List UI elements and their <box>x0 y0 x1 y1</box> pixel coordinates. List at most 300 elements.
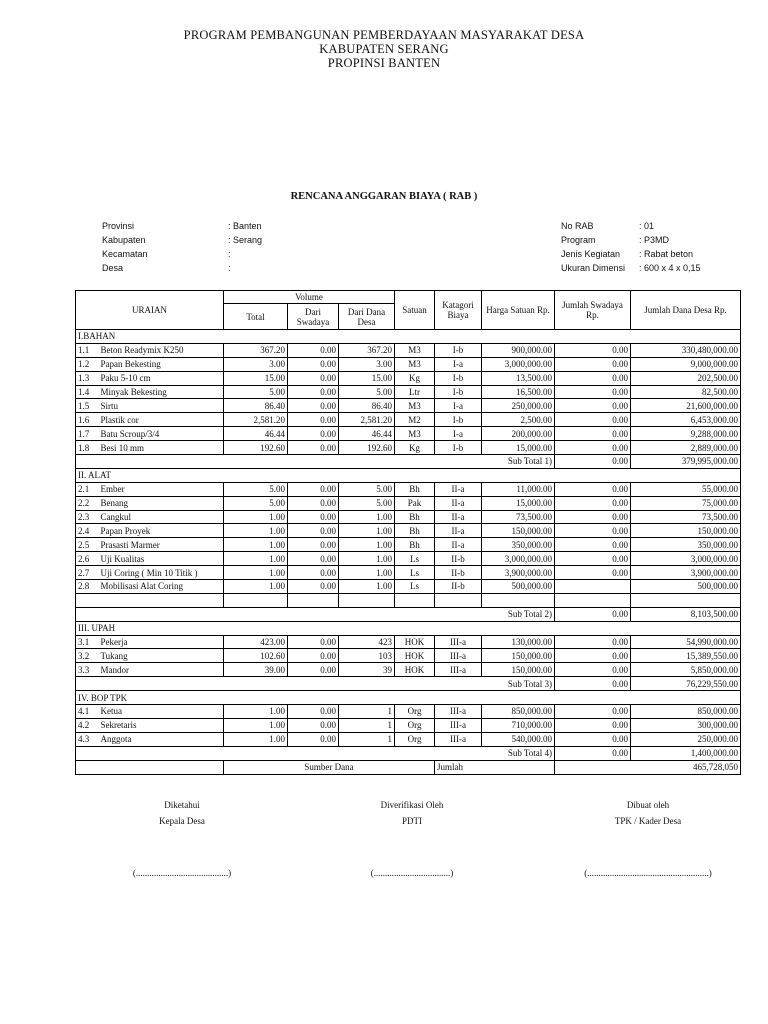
row-swadaya: 0.00 <box>288 371 339 385</box>
table-row <box>76 371 741 385</box>
row-harga: 13,500.00 <box>482 371 555 385</box>
row-total: 15.00 <box>224 371 288 385</box>
row-swadaya: 0.00 <box>288 705 339 719</box>
row-no: 2.1 <box>76 482 99 496</box>
row-swadaya: 0.00 <box>288 482 339 496</box>
row-kategori: II-a <box>435 482 482 496</box>
subtotal-row <box>76 455 741 469</box>
subtotal-dana: 8,103,500.00 <box>631 607 741 621</box>
row-no: 2.5 <box>76 538 99 552</box>
row-jumlah-swadaya: 0.00 <box>555 385 631 399</box>
row-jumlah-dana: 73,500.00 <box>631 510 741 524</box>
row-dana-desa: 1.00 <box>339 524 395 538</box>
document-title: RENCANA ANGGARAN BIAYA ( RAB ) <box>290 191 478 202</box>
row-jumlah-dana: 54,990,000.00 <box>631 635 741 649</box>
header-jumlah-swadaya: Jumlah Swadaya Rp. <box>555 291 631 330</box>
table-row <box>76 413 741 427</box>
row-total: 5.00 <box>224 482 288 496</box>
row-jumlah-swadaya: 0.00 <box>555 705 631 719</box>
footer-sumber-dana: Sumber Dana <box>224 760 435 774</box>
info-label: Program <box>561 235 596 245</box>
signature-title: Kepala Desa <box>159 816 205 826</box>
row-satuan: Bh <box>395 538 435 552</box>
row-harga: 350,000.00 <box>482 538 555 552</box>
row-jumlah-dana: 350,000.00 <box>631 538 741 552</box>
row-satuan: Bh <box>395 524 435 538</box>
row-uraian: Ketua <box>99 705 224 719</box>
subtotal-label: Sub Total 3) <box>482 677 555 691</box>
row-swadaya: 0.00 <box>288 385 339 399</box>
signature-verifikasi <box>312 797 512 829</box>
signature-role: Diverifikasi Oleh <box>380 800 444 810</box>
row-jumlah-dana: 9,288,000.00 <box>631 427 741 441</box>
row-kategori: III-a <box>435 705 482 719</box>
table-row <box>76 718 741 732</box>
row-satuan: HOK <box>395 635 435 649</box>
row-jumlah-swadaya: 0.00 <box>555 427 631 441</box>
row-jumlah-swadaya: 0.00 <box>555 357 631 371</box>
row-satuan: Ls <box>395 566 435 580</box>
row-dana-desa: 46.44 <box>339 427 395 441</box>
row-swadaya: 0.00 <box>288 343 339 357</box>
info-label: Ukuran Dimensi <box>561 263 626 273</box>
row-no: 2.8 <box>76 580 99 594</box>
row-no: 4.3 <box>76 732 99 746</box>
row-swadaya: 0.00 <box>288 635 339 649</box>
table-row <box>76 510 741 524</box>
signature-title: PDTI <box>402 816 422 826</box>
row-harga: 500,000.00 <box>482 580 555 594</box>
row-satuan: M3 <box>395 399 435 413</box>
row-total: 1.00 <box>224 732 288 746</box>
row-jumlah-dana: 300,000.00 <box>631 718 741 732</box>
row-satuan: M3 <box>395 343 435 357</box>
rab-table <box>75 290 741 775</box>
row-jumlah-dana: 3,000,000.00 <box>631 552 741 566</box>
row-uraian: Batu Scroup/3/4 <box>99 427 224 441</box>
row-jumlah-swadaya: 0.00 <box>555 441 631 455</box>
row-swadaya: 0.00 <box>288 580 339 594</box>
signature-role: Diketahui <box>164 800 200 810</box>
row-satuan: M3 <box>395 357 435 371</box>
table-row <box>76 580 741 594</box>
header-volume: Volume <box>224 291 395 304</box>
row-harga: 900,000.00 <box>482 343 555 357</box>
info-value: : 01 <box>639 221 655 231</box>
row-kategori: III-a <box>435 649 482 663</box>
signature-title: TPK / Kader Desa <box>614 816 682 826</box>
row-jumlah-swadaya: 0.00 <box>555 343 631 357</box>
row-satuan: Org <box>395 718 435 732</box>
row-jumlah-dana: 15,389,550.00 <box>631 649 741 663</box>
row-jumlah-dana: 75,000.00 <box>631 496 741 510</box>
row-jumlah-swadaya: 0.00 <box>555 524 631 538</box>
row-dana-desa: 3.00 <box>339 357 395 371</box>
row-uraian: Sekretaris <box>99 718 224 732</box>
row-kategori: I-b <box>435 441 482 455</box>
subtotal-blank <box>76 607 482 621</box>
subtotal-label: Sub Total 1) <box>482 455 555 469</box>
row-no: 1.2 <box>76 357 99 371</box>
row-satuan: Kg <box>395 371 435 385</box>
row-jumlah-swadaya: 0.00 <box>555 399 631 413</box>
subtotal-label: Sub Total 2) <box>482 607 555 621</box>
row-satuan: M2 <box>395 413 435 427</box>
section-title: II. ALAT <box>76 468 741 482</box>
row-harga: 540,000.00 <box>482 732 555 746</box>
table-row <box>76 732 741 746</box>
header-kategori: Katagori Biaya <box>435 291 482 330</box>
signature-diketahui <box>82 797 282 829</box>
row-uraian: Mobilisasi Alat Coring <box>99 580 224 594</box>
row-jumlah-swadaya: 0.00 <box>555 718 631 732</box>
row-no: 1.4 <box>76 385 99 399</box>
row-kategori: I-b <box>435 385 482 399</box>
row-total: 102.60 <box>224 649 288 663</box>
table-row <box>76 441 741 455</box>
row-total: 367.20 <box>224 343 288 357</box>
row-kategori: I-b <box>435 413 482 427</box>
row-no: 2.6 <box>76 552 99 566</box>
row-swadaya: 0.00 <box>288 649 339 663</box>
row-harga: 16,500.00 <box>482 385 555 399</box>
row-kategori: I-b <box>435 371 482 385</box>
header-line-3: PROPINSI BANTEN <box>327 56 441 70</box>
row-jumlah-swadaya: 0.00 <box>555 566 631 580</box>
subtotal-swadaya: 0.00 <box>555 677 631 691</box>
row-jumlah-swadaya: 0.00 <box>555 663 631 677</box>
subtotal-blank <box>76 455 482 469</box>
row-total: 1.00 <box>224 718 288 732</box>
row-jumlah-dana: 2,889,000.00 <box>631 441 741 455</box>
footer-total: 465,728,050 <box>555 760 741 774</box>
table-row <box>76 566 741 580</box>
row-satuan: Kg <box>395 441 435 455</box>
row-kategori: I-b <box>435 343 482 357</box>
row-jumlah-dana: 3,900,000.00 <box>631 566 741 580</box>
header-dari-swadaya: Dari Swadaya <box>288 304 339 330</box>
row-no: 1.7 <box>76 427 99 441</box>
row-uraian: Pekerja <box>99 635 224 649</box>
row-total: 86.40 <box>224 399 288 413</box>
row-swadaya: 0.00 <box>288 510 339 524</box>
row-swadaya: 0.00 <box>288 413 339 427</box>
info-value: : Rabat beton <box>639 249 694 259</box>
signature-role: Dibuat oleh <box>626 800 670 810</box>
blank-cell <box>99 593 224 607</box>
row-kategori: III-a <box>435 718 482 732</box>
info-label: No RAB <box>561 221 594 231</box>
row-uraian: Minyak Bekesting <box>99 385 224 399</box>
footer-blank <box>76 760 224 774</box>
row-total: 423.00 <box>224 635 288 649</box>
row-uraian: Uji Kualitas <box>99 552 224 566</box>
row-harga: 150,000.00 <box>482 663 555 677</box>
section-title: III. UPAH <box>76 621 741 635</box>
row-no: 2.4 <box>76 524 99 538</box>
blank-cell <box>631 593 741 607</box>
row-harga: 710,000.00 <box>482 718 555 732</box>
header-dari-dana-desa: Dari Dana Desa <box>339 304 395 330</box>
row-total: 39.00 <box>224 663 288 677</box>
row-total: 2,581.20 <box>224 413 288 427</box>
row-harga: 850,000.00 <box>482 705 555 719</box>
row-jumlah-swadaya: 0.00 <box>555 538 631 552</box>
row-satuan: HOK <box>395 649 435 663</box>
info-value: : P3MD <box>639 235 670 245</box>
table-row <box>76 496 741 510</box>
row-jumlah-dana: 330,480,000.00 <box>631 343 741 357</box>
section-header <box>76 330 741 344</box>
subtotal-swadaya: 0.00 <box>555 607 631 621</box>
row-harga: 3,900,000.00 <box>482 566 555 580</box>
row-uraian: Anggota <box>99 732 224 746</box>
row-jumlah-dana: 850,000.00 <box>631 705 741 719</box>
signature-dibuat <box>548 797 748 829</box>
row-kategori: II-b <box>435 566 482 580</box>
row-swadaya: 0.00 <box>288 732 339 746</box>
row-dana-desa: 367.20 <box>339 343 395 357</box>
row-jumlah-dana: 9,000,000.00 <box>631 357 741 371</box>
row-dana-desa: 2,581.20 <box>339 413 395 427</box>
header-satuan: Satuan <box>395 291 435 330</box>
row-uraian: Paku 5-10 cm <box>99 371 224 385</box>
row-swadaya: 0.00 <box>288 524 339 538</box>
row-harga: 11,000.00 <box>482 482 555 496</box>
row-no: 1.6 <box>76 413 99 427</box>
table-row <box>76 427 741 441</box>
info-value: : <box>228 263 231 273</box>
row-no: 2.2 <box>76 496 99 510</box>
row-jumlah-swadaya: 0.00 <box>555 413 631 427</box>
info-value: : Banten <box>228 221 262 231</box>
row-dana-desa: 423 <box>339 635 395 649</box>
row-jumlah-swadaya: 0.00 <box>555 496 631 510</box>
row-total: 1.00 <box>224 538 288 552</box>
table-row <box>76 538 741 552</box>
row-uraian: Benang <box>99 496 224 510</box>
row-jumlah-dana: 250,000.00 <box>631 732 741 746</box>
row-total: 1.00 <box>224 705 288 719</box>
section-title: I.BAHAN <box>76 330 741 344</box>
row-uraian: Besi 10 mm <box>99 441 224 455</box>
row-kategori: II-b <box>435 552 482 566</box>
row-swadaya: 0.00 <box>288 399 339 413</box>
row-dana-desa: 1.00 <box>339 580 395 594</box>
subtotal-dana: 76,229,550.00 <box>631 677 741 691</box>
header-total: Total <box>224 304 288 330</box>
row-dana-desa: 1.00 <box>339 510 395 524</box>
row-satuan: Ls <box>395 552 435 566</box>
row-kategori: I-a <box>435 399 482 413</box>
row-total: 5.00 <box>224 385 288 399</box>
info-value: : 600 x 4 x 0,15 <box>639 263 701 273</box>
row-harga: 130,000.00 <box>482 635 555 649</box>
row-jumlah-swadaya <box>555 580 631 594</box>
row-swadaya: 0.00 <box>288 496 339 510</box>
row-swadaya: 0.00 <box>288 566 339 580</box>
row-jumlah-dana: 500,000.00 <box>631 580 741 594</box>
row-kategori: I-a <box>435 427 482 441</box>
row-kategori: II-a <box>435 524 482 538</box>
blank-cell <box>224 593 288 607</box>
row-harga: 2,500.00 <box>482 413 555 427</box>
row-harga: 73,500.00 <box>482 510 555 524</box>
row-harga: 3,000,000.00 <box>482 357 555 371</box>
row-harga: 150,000.00 <box>482 524 555 538</box>
row-total: 5.00 <box>224 496 288 510</box>
row-satuan: Ltr <box>395 385 435 399</box>
row-kategori: III-a <box>435 663 482 677</box>
section-header <box>76 468 741 482</box>
row-swadaya: 0.00 <box>288 357 339 371</box>
row-dana-desa: 39 <box>339 663 395 677</box>
subtotal-row <box>76 746 741 760</box>
subtotal-dana: 1,400,000.00 <box>631 746 741 760</box>
row-jumlah-dana: 202,500.00 <box>631 371 741 385</box>
row-harga: 15,000.00 <box>482 496 555 510</box>
row-swadaya: 0.00 <box>288 552 339 566</box>
subtotal-row <box>76 677 741 691</box>
row-harga: 15,000.00 <box>482 441 555 455</box>
row-uraian: Beton Readymix K250 <box>99 343 224 357</box>
signature-blank-3: (......................................................) <box>584 868 712 878</box>
row-uraian: Ember <box>99 482 224 496</box>
table-row <box>76 663 741 677</box>
row-total: 1.00 <box>224 580 288 594</box>
row-satuan: Bh <box>395 482 435 496</box>
subtotal-blank <box>76 677 482 691</box>
blank-cell <box>288 593 339 607</box>
row-uraian: Tukang <box>99 649 224 663</box>
row-total: 3.00 <box>224 357 288 371</box>
row-jumlah-swadaya: 0.00 <box>555 482 631 496</box>
blank-row <box>76 593 741 607</box>
row-total: 1.00 <box>224 566 288 580</box>
signature-blank-2: (..................................) <box>370 868 454 878</box>
row-no: 1.1 <box>76 343 99 357</box>
row-uraian: Plastik cor <box>99 413 224 427</box>
row-dana-desa: 1 <box>339 705 395 719</box>
row-harga: 3,000,000.00 <box>482 552 555 566</box>
row-dana-desa: 86.40 <box>339 399 395 413</box>
row-jumlah-swadaya: 0.00 <box>555 635 631 649</box>
info-value: : Serang <box>228 235 263 245</box>
row-kategori: III-a <box>435 732 482 746</box>
blank-cell <box>76 593 99 607</box>
info-label: Provinsi <box>102 221 135 231</box>
row-dana-desa: 5.00 <box>339 482 395 496</box>
row-jumlah-dana: 150,000.00 <box>631 524 741 538</box>
row-no: 2.3 <box>76 510 99 524</box>
row-no: 3.3 <box>76 663 99 677</box>
row-satuan: Ls <box>395 580 435 594</box>
row-uraian: Papan Proyek <box>99 524 224 538</box>
header-harga: Harga Satuan Rp. <box>482 291 555 330</box>
section-header <box>76 691 741 705</box>
row-no: 1.5 <box>76 399 99 413</box>
header-line-1: PROGRAM PEMBANGUNAN PEMBERDAYAAN MASYARAKAT DESA <box>183 28 585 42</box>
table-row <box>76 399 741 413</box>
row-swadaya: 0.00 <box>288 718 339 732</box>
subtotal-row <box>76 607 741 621</box>
info-label: Kecamatan <box>102 249 148 259</box>
row-jumlah-swadaya: 0.00 <box>555 510 631 524</box>
row-dana-desa: 1 <box>339 718 395 732</box>
row-satuan: Org <box>395 732 435 746</box>
table-row <box>76 649 741 663</box>
row-jumlah-dana: 82,500.00 <box>631 385 741 399</box>
info-label: Desa <box>102 263 124 273</box>
row-jumlah-swadaya: 0.00 <box>555 649 631 663</box>
row-uraian: Prasasti Marmer <box>99 538 224 552</box>
info-right <box>561 219 701 275</box>
row-harga: 150,000.00 <box>482 649 555 663</box>
row-uraian: Sirtu <box>99 399 224 413</box>
row-dana-desa: 1.00 <box>339 566 395 580</box>
signature-blank-1: (.........................................) <box>132 868 232 878</box>
subtotal-swadaya: 0.00 <box>555 455 631 469</box>
subtotal-swadaya: 0.00 <box>555 746 631 760</box>
row-jumlah-dana: 5,850,000.00 <box>631 663 741 677</box>
row-total: 192.60 <box>224 441 288 455</box>
row-harga: 250,000.00 <box>482 399 555 413</box>
row-dana-desa: 5.00 <box>339 496 395 510</box>
row-swadaya: 0.00 <box>288 427 339 441</box>
row-kategori: I-a <box>435 357 482 371</box>
header-jumlah-dana: Jumlah Dana Desa Rp. <box>631 291 741 330</box>
row-dana-desa: 1.00 <box>339 538 395 552</box>
row-jumlah-swadaya: 0.00 <box>555 552 631 566</box>
row-satuan: M3 <box>395 427 435 441</box>
row-total: 1.00 <box>224 524 288 538</box>
blank-cell <box>482 593 555 607</box>
row-swadaya: 0.00 <box>288 441 339 455</box>
row-satuan: Bh <box>395 510 435 524</box>
row-satuan: HOK <box>395 663 435 677</box>
row-dana-desa: 192.60 <box>339 441 395 455</box>
row-jumlah-dana: 6,453,000.00 <box>631 413 741 427</box>
row-jumlah-swadaya: 0.00 <box>555 732 631 746</box>
blank-cell <box>435 593 482 607</box>
row-uraian: Cangkul <box>99 510 224 524</box>
table-row <box>76 635 741 649</box>
info-value: : <box>228 249 231 259</box>
row-jumlah-swadaya: 0.00 <box>555 371 631 385</box>
row-dana-desa: 103 <box>339 649 395 663</box>
row-dana-desa: 15.00 <box>339 371 395 385</box>
subtotal-blank <box>76 746 482 760</box>
table-row <box>76 482 741 496</box>
table-row <box>76 343 741 357</box>
row-no: 2.7 <box>76 566 99 580</box>
subtotal-label: Sub Total 4) <box>482 746 555 760</box>
row-swadaya: 0.00 <box>288 663 339 677</box>
row-dana-desa: 1 <box>339 732 395 746</box>
section-title: IV. BOP TPK <box>76 691 741 705</box>
row-kategori: II-a <box>435 538 482 552</box>
row-uraian: Mandor <box>99 663 224 677</box>
row-uraian: Papan Bekesting <box>99 357 224 371</box>
row-no: 4.2 <box>76 718 99 732</box>
blank-cell <box>555 593 631 607</box>
row-no: 1.8 <box>76 441 99 455</box>
row-kategori: II-a <box>435 496 482 510</box>
row-jumlah-dana: 55,000.00 <box>631 482 741 496</box>
table-row <box>76 524 741 538</box>
row-jumlah-dana: 21,600,000.00 <box>631 399 741 413</box>
header-uraian: URAIAN <box>76 291 224 330</box>
